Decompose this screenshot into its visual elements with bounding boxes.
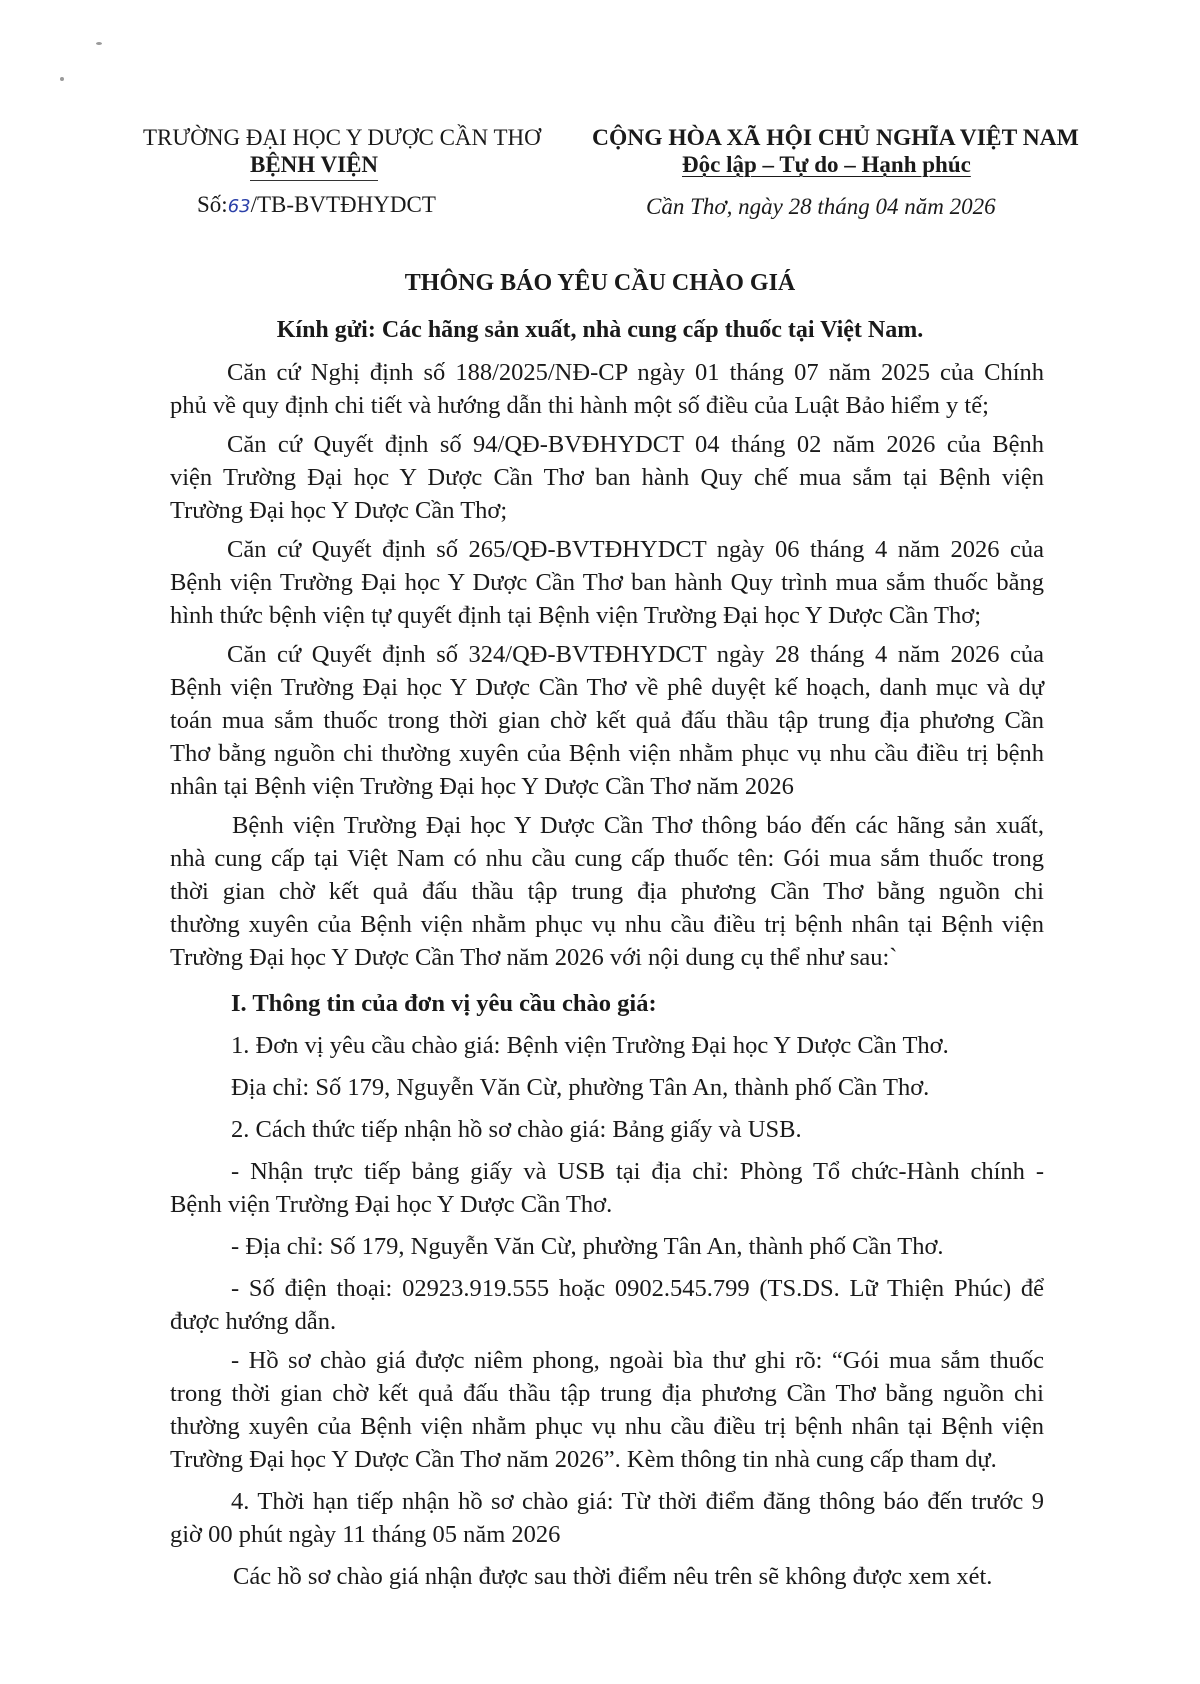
handwritten-number: 63 [227, 196, 251, 217]
scan-speck [60, 77, 64, 81]
paragraph-line: Căn cứ Quyết định số 265/QĐ-BVTĐHYDCT ngày 06 tháng 4 năm 2026 của [227, 536, 1044, 563]
doc-number-suffix: /TB-BVTĐHYDCT [250, 192, 436, 217]
paragraph-line: Trường Đại học Y Dược Cần Thơ năm 2026”. Kèm thông tin nhà cung cấp tham dự. [170, 1446, 997, 1473]
paragraph-line: Địa chỉ: Số 179, Nguyễn Văn Cừ, phường Tân An, thành phố Cần Thơ. [231, 1074, 930, 1101]
paragraph-line: Các hồ sơ chào giá nhận được sau thời điểm nêu trên sẽ không được xem xét. [233, 1563, 993, 1590]
paragraph-line: 4. Thời hạn tiếp nhận hồ sơ chào giá: Từ thời điểm đăng thông báo đến trước 9 [231, 1488, 1044, 1515]
paragraph-line: được hướng dẫn. [170, 1308, 337, 1335]
paragraph-line: - Địa chỉ: Số 179, Nguyễn Văn Cừ, phường Tân An, thành phố Cần Thơ. [231, 1233, 944, 1260]
paragraph-line: phủ về quy định chi tiết và hướng dẫn thi hành một số điều của Luật Bảo hiểm y tế; [170, 392, 989, 419]
paragraph-line: thường xuyên của Bệnh viện nhằm phục vụ nhu cầu điều trị bệnh nhân tại Bệnh viện [170, 911, 1044, 938]
paragraph-line: - Nhận trực tiếp bảng giấy và USB tại địa chỉ: Phòng Tổ chức-Hành chính - [231, 1158, 1044, 1185]
issuing-organization: TRƯỜNG ĐẠI HỌC Y DƯỢC CẦN THƠ [143, 125, 541, 150]
paragraph-line: hình thức bệnh viện tự quyết định tại Bệnh viện Trường Đại học Y Dược Cần Thơ; [170, 602, 982, 629]
paragraph-line: Bệnh viện Trường Đại học Y Dược Cần Thơ ban hành Quy trình mua sắm thuốc bằng [170, 569, 1044, 596]
place-and-date: Cần Thơ, ngày 28 tháng 04 năm 2026 [646, 194, 996, 219]
paragraph-line: thường xuyên của Bệnh viện nhằm phục vụ nhu cầu điều trị bệnh nhân tại Bệnh viện [170, 1413, 1044, 1440]
paragraph-line: trong thời gian chờ kết quả đấu thầu tập trung địa phương Cần Thơ bằng nguồn chi [170, 1380, 1044, 1407]
paragraph-line: - Hồ sơ chào giá được niêm phong, ngoài bìa thư ghi rõ: “Gói mua sắm thuốc [231, 1347, 1044, 1374]
national-motto: Độc lập – Tự do – Hạnh phúc [682, 152, 971, 177]
paragraph-line: viện Trường Đại học Y Dược Cần Thơ ban hành Quy chế mua sắm tại Bệnh viện [170, 464, 1044, 491]
paragraph-line: Căn cứ Quyết định số 324/QĐ-BVTĐHYDCT ngày 28 tháng 4 năm 2026 của [227, 641, 1044, 668]
paragraph-line: giờ 00 phút ngày 11 tháng 05 năm 2026 [170, 1521, 561, 1548]
unit-underline [250, 180, 378, 181]
paragraph-line: Trường Đại học Y Dược Cần Thơ; [170, 497, 508, 524]
section-heading: I. Thông tin của đơn vị yêu cầu chào giá: [231, 990, 657, 1017]
paragraph-line: Căn cứ Nghị định số 188/2025/NĐ-CP ngày 01 tháng 07 năm 2025 của Chính [227, 359, 1044, 386]
recipient-line: Kính gửi: Các hãng sản xuất, nhà cung cấp thuốc tại Việt Nam. [276, 317, 924, 343]
paragraph-line: Trường Đại học Y Dược Cần Thơ năm 2026 với nội dung cụ thể như sau:` [170, 944, 898, 971]
paragraph-line: Bệnh viện Trường Đại học Y Dược Cần Thơ. [170, 1191, 613, 1218]
issuing-unit: BỆNH VIỆN [250, 152, 379, 177]
paragraph-line: Thơ bằng nguồn chi thường xuyên của Bệnh viện nhằm phục vụ nhu cầu điều trị bệnh [170, 740, 1044, 767]
paragraph-line: 2. Cách thức tiếp nhận hồ sơ chào giá: Bảng giấy và USB. [231, 1116, 802, 1143]
paragraph-line: nhà cung cấp tại Việt Nam có nhu cầu cung cấp thuốc tên: Gói mua sắm thuốc trong [170, 845, 1044, 872]
paragraph-line: thời gian chờ kết quả đấu thầu tập trung địa phương Cần Thơ bằng nguồn chi [170, 878, 1044, 905]
document-title: THÔNG BÁO YÊU CẦU CHÀO GIÁ [404, 270, 796, 296]
paragraph-line: nhân tại Bệnh viện Trường Đại học Y Dược Cần Thơ năm 2026 [170, 773, 794, 800]
nation-name: CỘNG HÒA XÃ HỘI CHỦ NGHĨA VIỆT NAM [592, 125, 1079, 151]
scan-speck [96, 42, 102, 45]
paragraph-line: Bệnh viện Trường Đại học Y Dược Cần Thơ thông báo đến các hãng sản xuất, [232, 812, 1044, 839]
doc-number-prefix: Số: [197, 192, 228, 217]
paragraph-line: Bệnh viện Trường Đại học Y Dược Cần Thơ về phê duyệt kế hoạch, danh mục và dự [170, 674, 1044, 701]
paragraph-line: Căn cứ Quyết định số 94/QĐ-BVĐHYDCT 04 tháng 02 năm 2026 của Bệnh [227, 431, 1044, 458]
paragraph-line: - Số điện thoại: 02923.919.555 hoặc 0902.545.799 (TS.DS. Lữ Thiện Phúc) để [231, 1275, 1044, 1302]
document-number [197, 192, 436, 218]
paragraph-line: 1. Đơn vị yêu cầu chào giá: Bệnh viện Trường Đại học Y Dược Cần Thơ. [231, 1032, 949, 1059]
paragraph-line: toán mua sắm thuốc trong thời gian chờ kết quả đấu thầu tập trung địa phương Cần [170, 707, 1044, 734]
